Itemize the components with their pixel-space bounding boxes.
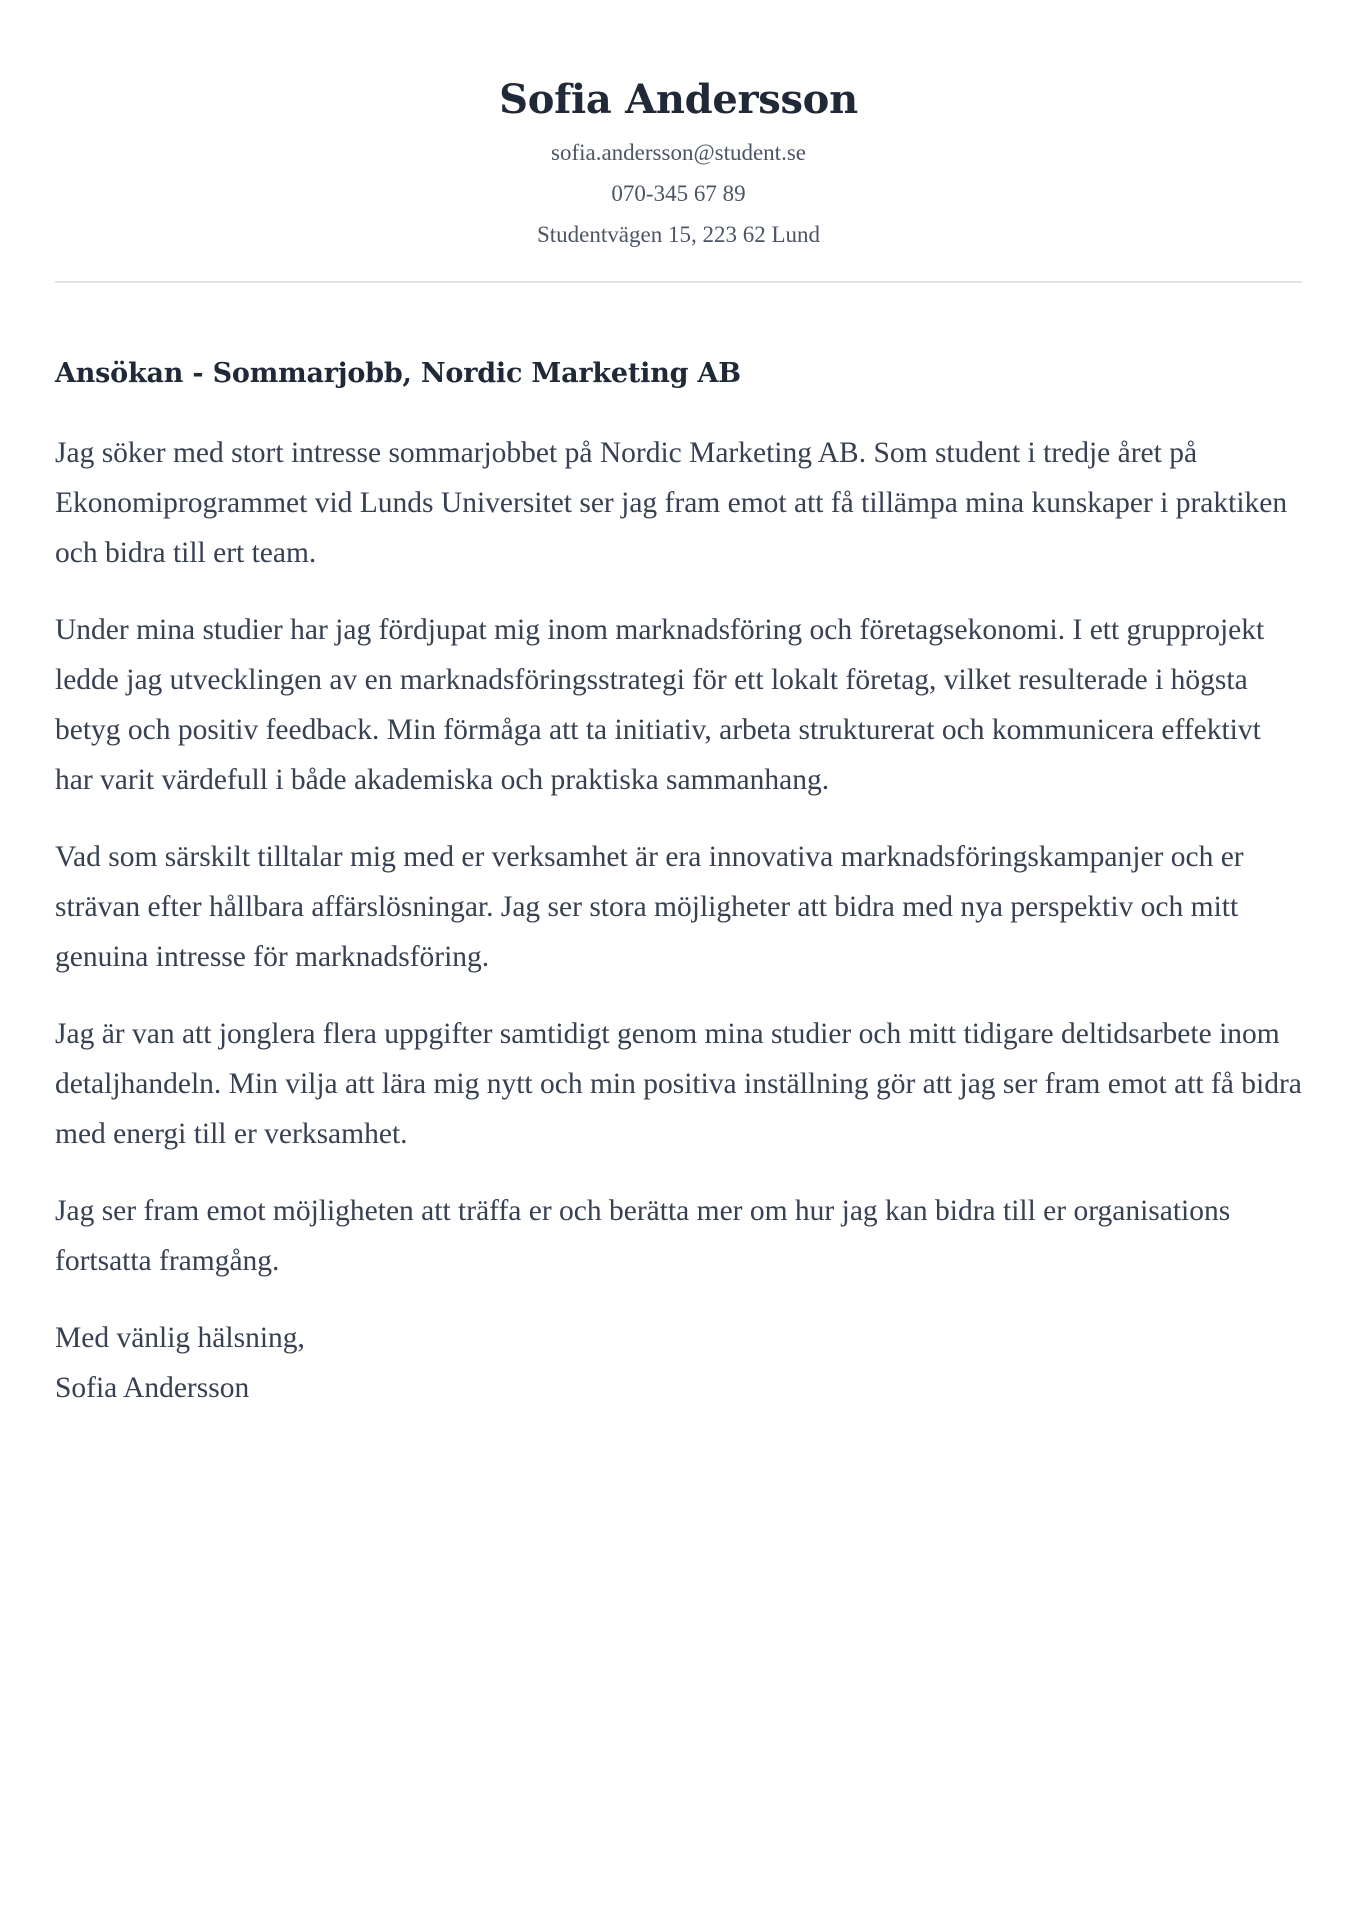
applicant-name: Sofia Andersson: [499, 76, 858, 123]
paragraph-conclusion: Jag ser fram emot möjligheten att träffa er och berätta mer om hur jag kan bidra till er organisations fortsatta framgång.: [55, 1195, 1231, 1277]
contact-address: Studentvägen 15, 223 62 Lund: [537, 222, 820, 247]
paragraph-intro: Jag söker med stort intresse sommarjobbet på Nordic Marketing AB. Som student i tredje året på Ekonomiprogrammet vid Lunds Universitet ser jag fram emot att få tillämpa mina kunskaper i praktiken och bidra till ert team.: [55, 437, 1288, 569]
closing-signature: Sofia Andersson: [55, 1372, 250, 1404]
letter-body: [55, 357, 1302, 1413]
paragraph-skills: Jag är van att jonglera flera uppgifter samtidigt genom mina studier och mitt tidigare deltidsarbete inom detaljhandeln. Min vilja att lära mig nytt och min positiva inställning gör att jag ser fram emot att få bidra med energi till er verksamhet.: [55, 1018, 1302, 1150]
contact-phone: 070-345 67 89: [611, 181, 746, 206]
letter-subject: Ansökan - Sommarjobb, Nordic Marketing AB: [55, 358, 741, 389]
contact-email: sofia.andersson@student.se: [551, 140, 806, 165]
paragraph-experience: Under mina studier har jag fördjupat mig inom marknadsföring och företagsekonomi. I ett grupprojekt ledde jag utvecklingen av en marknadsföringsstrategi för ett lokalt företag, vilket resulterade i högsta betyg och positiv feedback. Min förmåga att ta initiativ, arbeta strukturerat och kommunicera effektivt har varit värdefull i både akademiska och praktiska sammanhang.: [55, 614, 1265, 796]
letter-header: [55, 72, 1302, 283]
letter-closing: [55, 1313, 1302, 1413]
paragraph-motivation: Vad som särskilt tilltalar mig med er verksamhet är era innovativa marknadsföringskampanjer och er strävan efter hållbara affärslösningar. Jag ser stora möjligheter att bidra med nya perspektiv och mitt genuina intresse för marknadsföring.: [55, 841, 1244, 973]
closing-salutation: Med vänlig hälsning,: [55, 1322, 305, 1354]
